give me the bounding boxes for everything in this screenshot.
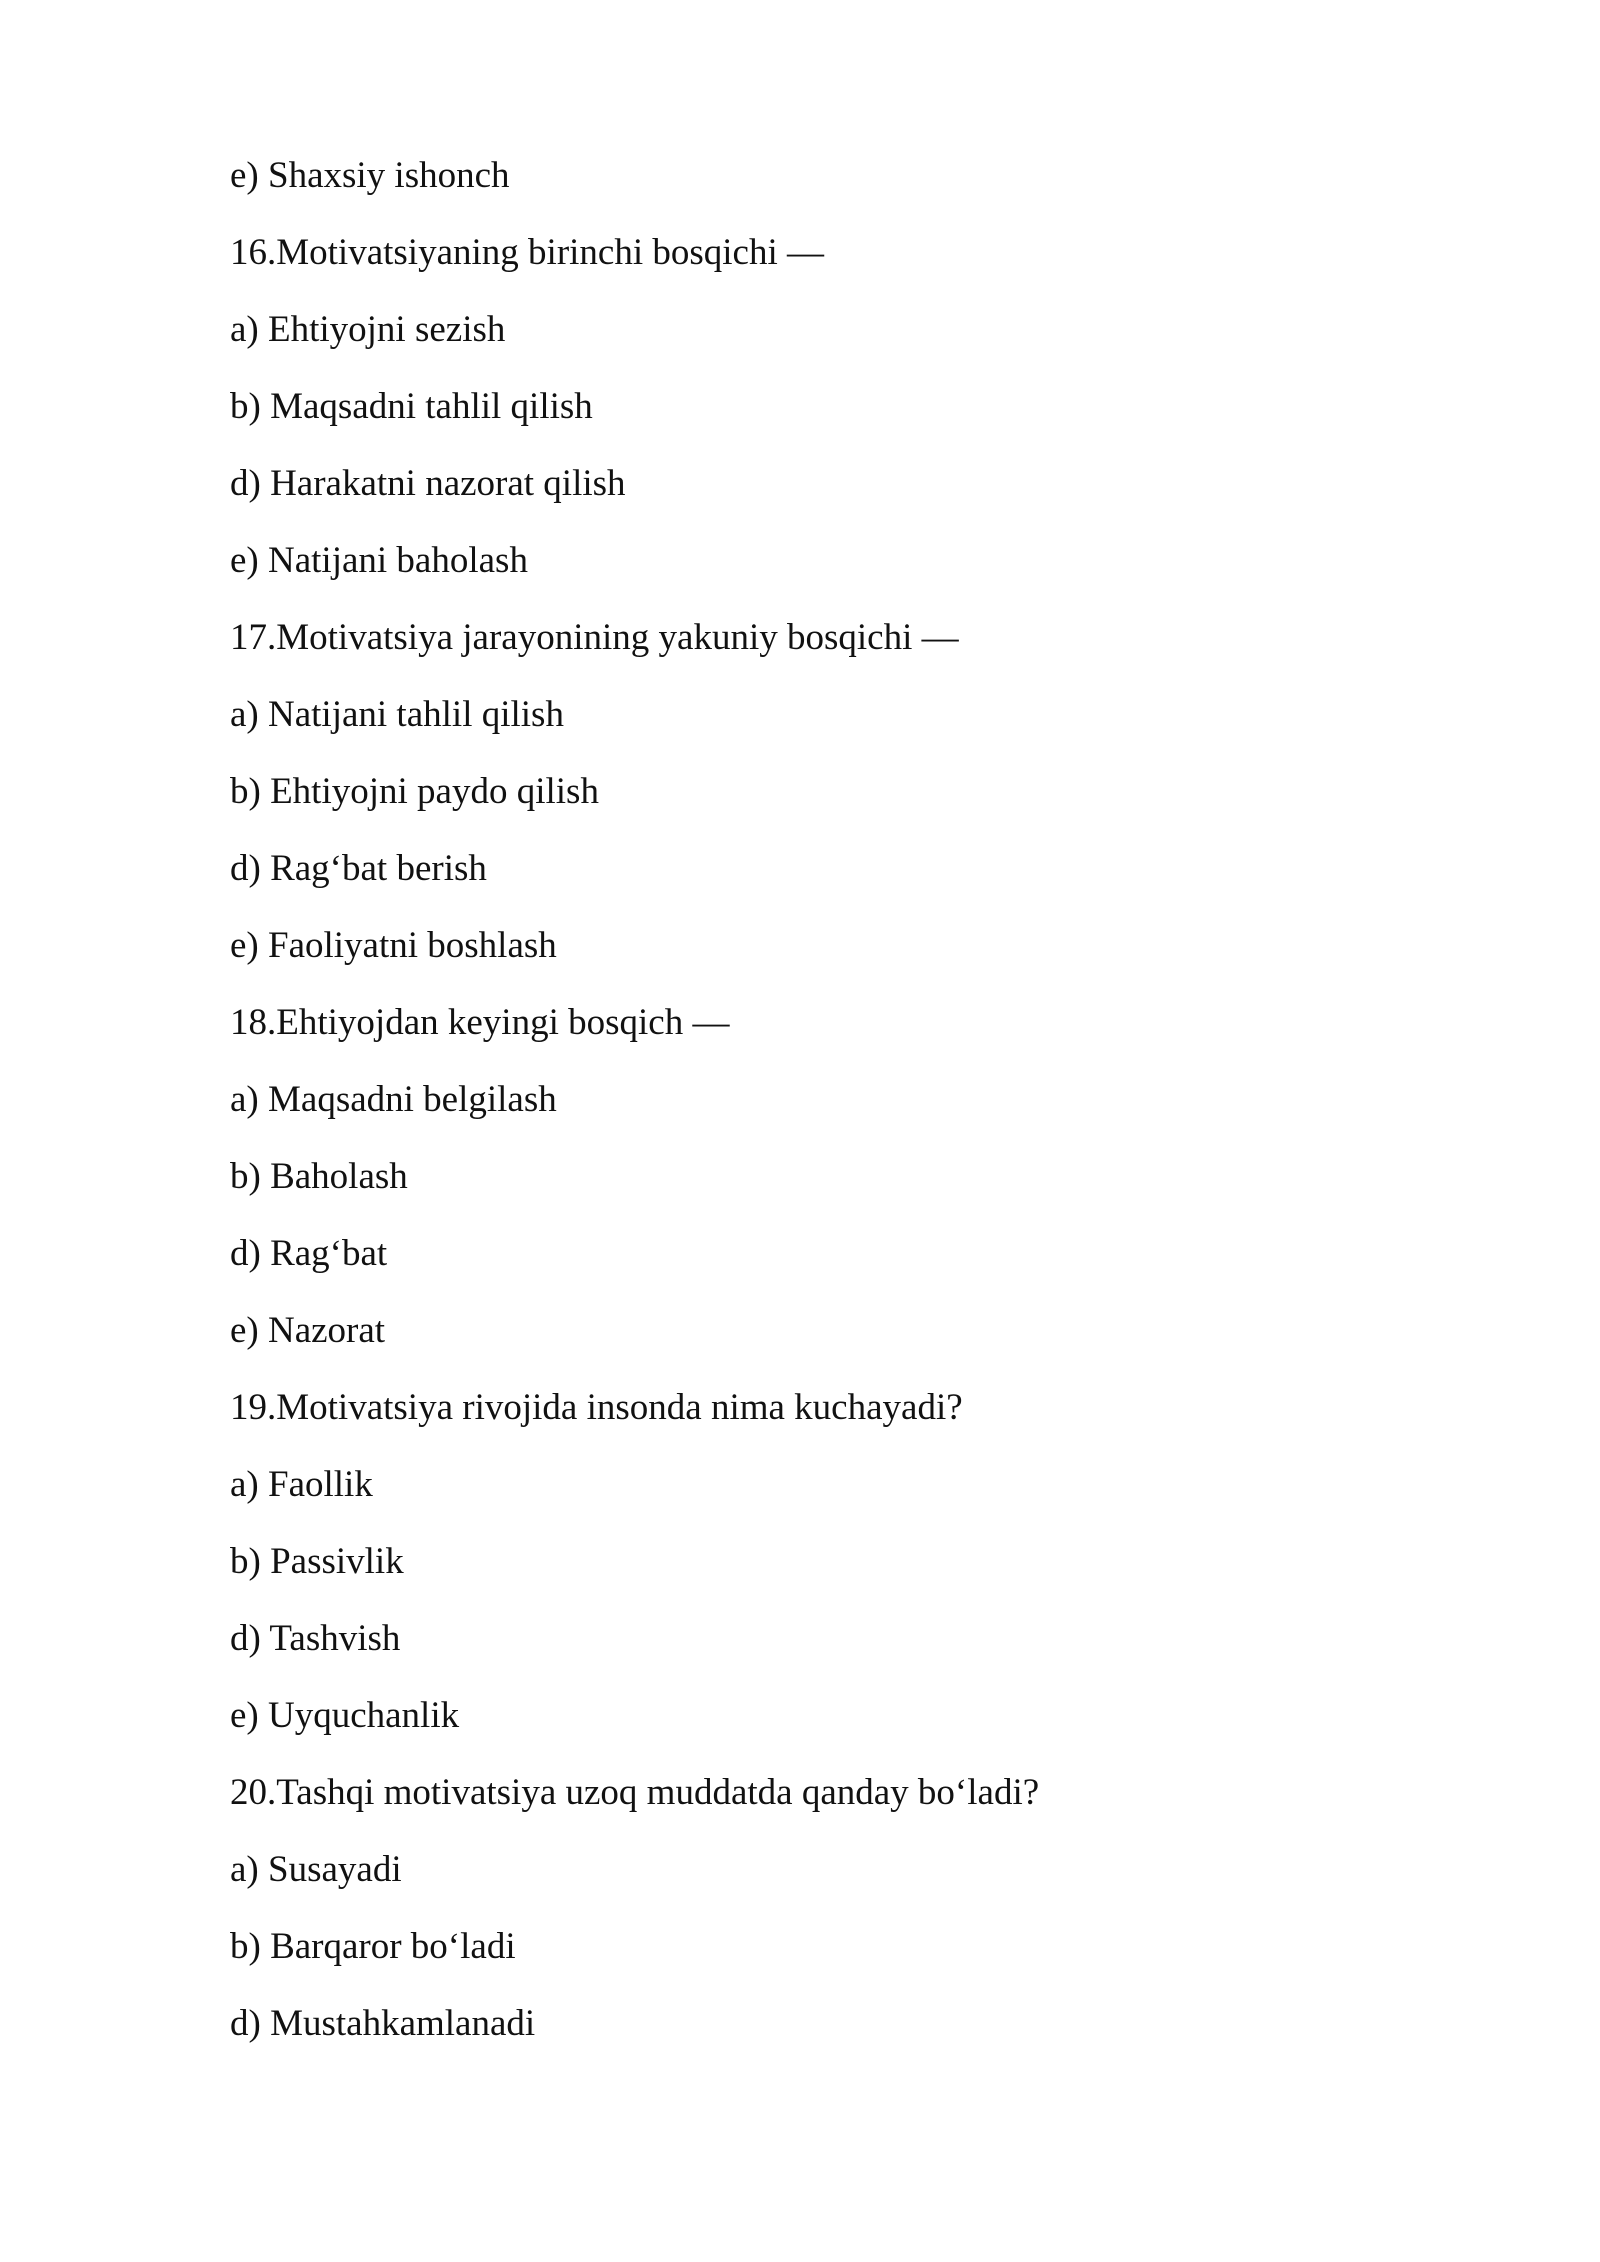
answer-option: a) Susayadi <box>230 1849 402 1890</box>
question-text: 20.Tashqi motivatsiya uzoq muddatda qanday bo‘ladi? <box>230 1772 1040 1813</box>
question-text: 16.Motivatsiyaning birinchi bosqichi — <box>230 232 825 273</box>
answer-option: d) Rag‘bat berish <box>230 848 487 889</box>
answer-option: e) Faoliyatni boshlash <box>230 925 557 966</box>
answer-option: e) Shaxsiy ishonch <box>230 155 510 196</box>
answer-option: a) Natijani tahlil qilish <box>230 694 564 735</box>
answer-option: b) Barqaror bo‘ladi <box>230 1926 516 1967</box>
answer-option: d) Rag‘bat <box>230 1233 388 1274</box>
question-text: 19.Motivatsiya rivojida insonda nima kuchayadi? <box>230 1387 963 1428</box>
answer-option: e) Uyquchanlik <box>230 1695 460 1736</box>
answer-option: b) Ehtiyojni paydo qilish <box>230 771 599 812</box>
answer-option: e) Natijani baholash <box>230 540 528 581</box>
document-body <box>230 142 1410 2067</box>
answer-option: a) Maqsadni belgilash <box>230 1079 557 1120</box>
question-text: 17.Motivatsiya jarayonining yakuniy bosqichi — <box>230 617 959 658</box>
answer-option: a) Faollik <box>230 1464 373 1505</box>
answer-option: d) Mustahkamlanadi <box>230 2003 536 2044</box>
answer-option: d) Harakatni nazorat qilish <box>230 463 626 504</box>
answer-option: b) Passivlik <box>230 1541 404 1582</box>
answer-option: d) Tashvish <box>230 1618 401 1659</box>
question-text: 18.Ehtiyojdan keyingi bosqich — <box>230 1002 730 1043</box>
answer-option: b) Baholash <box>230 1156 408 1197</box>
answer-option: e) Nazorat <box>230 1310 386 1351</box>
answer-option: b) Maqsadni tahlil qilish <box>230 386 593 427</box>
answer-option: a) Ehtiyojni sezish <box>230 309 506 350</box>
